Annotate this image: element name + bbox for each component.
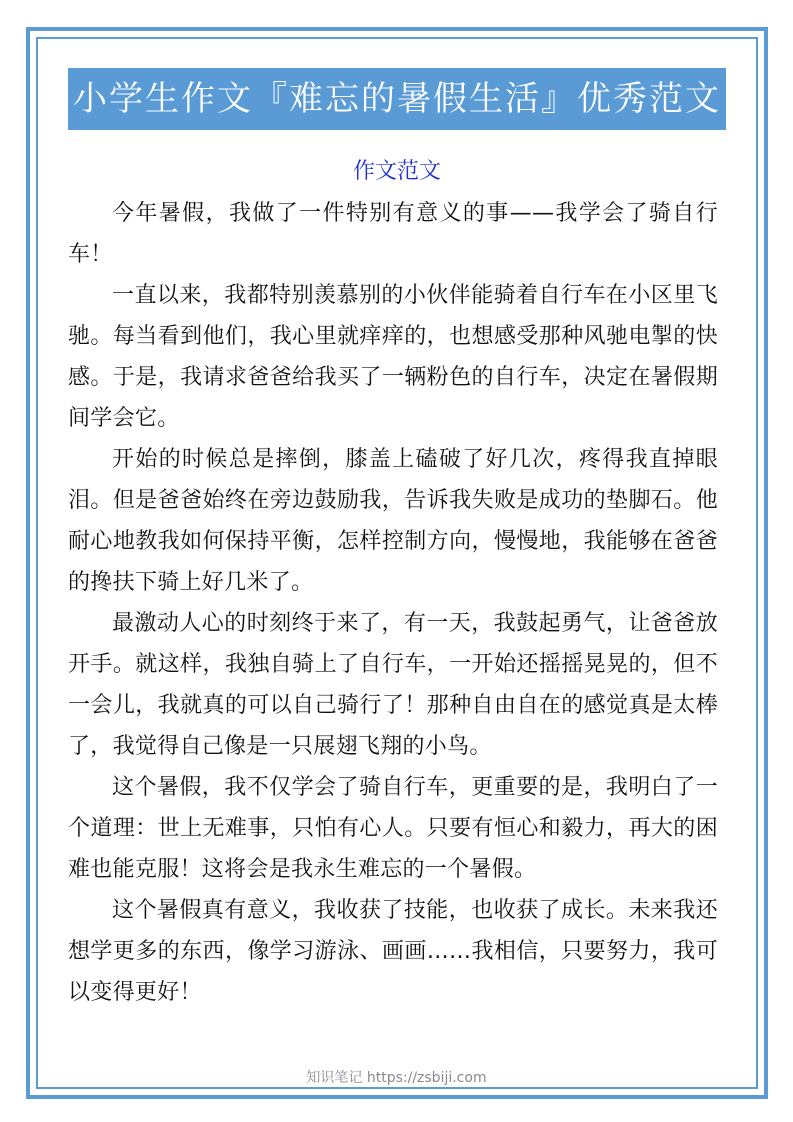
footer-watermark: 知识笔记 https://zsbiji.com bbox=[306, 1070, 487, 1086]
section-subtitle: 作文范文 bbox=[352, 159, 441, 184]
paragraph: 这个暑假，我不仅学会了骑自行车，更重要的是，我明白了一个道理：世上无难事，只怕有心人。只要有恒心和毅力，再大的困难也能克服！这将会是我永生难忘的一个暑假。 bbox=[68, 775, 718, 882]
page-title: 小学生作文『难忘的暑假生活』优秀范文 bbox=[68, 68, 726, 130]
paragraph: 最激动人心的时刻终于来了，有一天，我鼓起勇气，让爸爸放开手。就这样，我独自骑上了自行车，一开始还摇摇晃晃的，但不一会儿，我就真的可以自己骑行了！那种自由自在的感觉真是太棒了，我觉得自己像是一只展翅飞翔的小鸟。 bbox=[68, 611, 718, 759]
paragraph: 这个暑假真有意义，我收获了技能，也收获了成长。未来我还想学更多的东西，像学习游泳、画画……我相信，只要努力，我可以变得更好！ bbox=[68, 898, 718, 1005]
paragraph: 开始的时候总是摔倒，膝盖上磕破了好几次，疼得我直掉眼泪。但是爸爸始终在旁边鼓励我，告诉我失败是成功的垫脚石。他耐心地教我如何保持平衡，怎样控制方向，慢慢地，我能够在爸爸的搀扶下骑上好几米了。 bbox=[68, 447, 718, 595]
essay-body bbox=[68, 193, 718, 1013]
paragraph: 一直以来，我都特别羡慕别的小伙伴能骑着自行车在小区里飞驰。每当看到他们，我心里就痒痒的，也想感受那种风驰电掣的快感。于是，我请求爸爸给我买了一辆粉色的自行车，决定在暑假期间学会它。 bbox=[68, 283, 718, 431]
paragraph: 今年暑假，我做了一件特别有意义的事——我学会了骑自行车！ bbox=[68, 201, 718, 267]
